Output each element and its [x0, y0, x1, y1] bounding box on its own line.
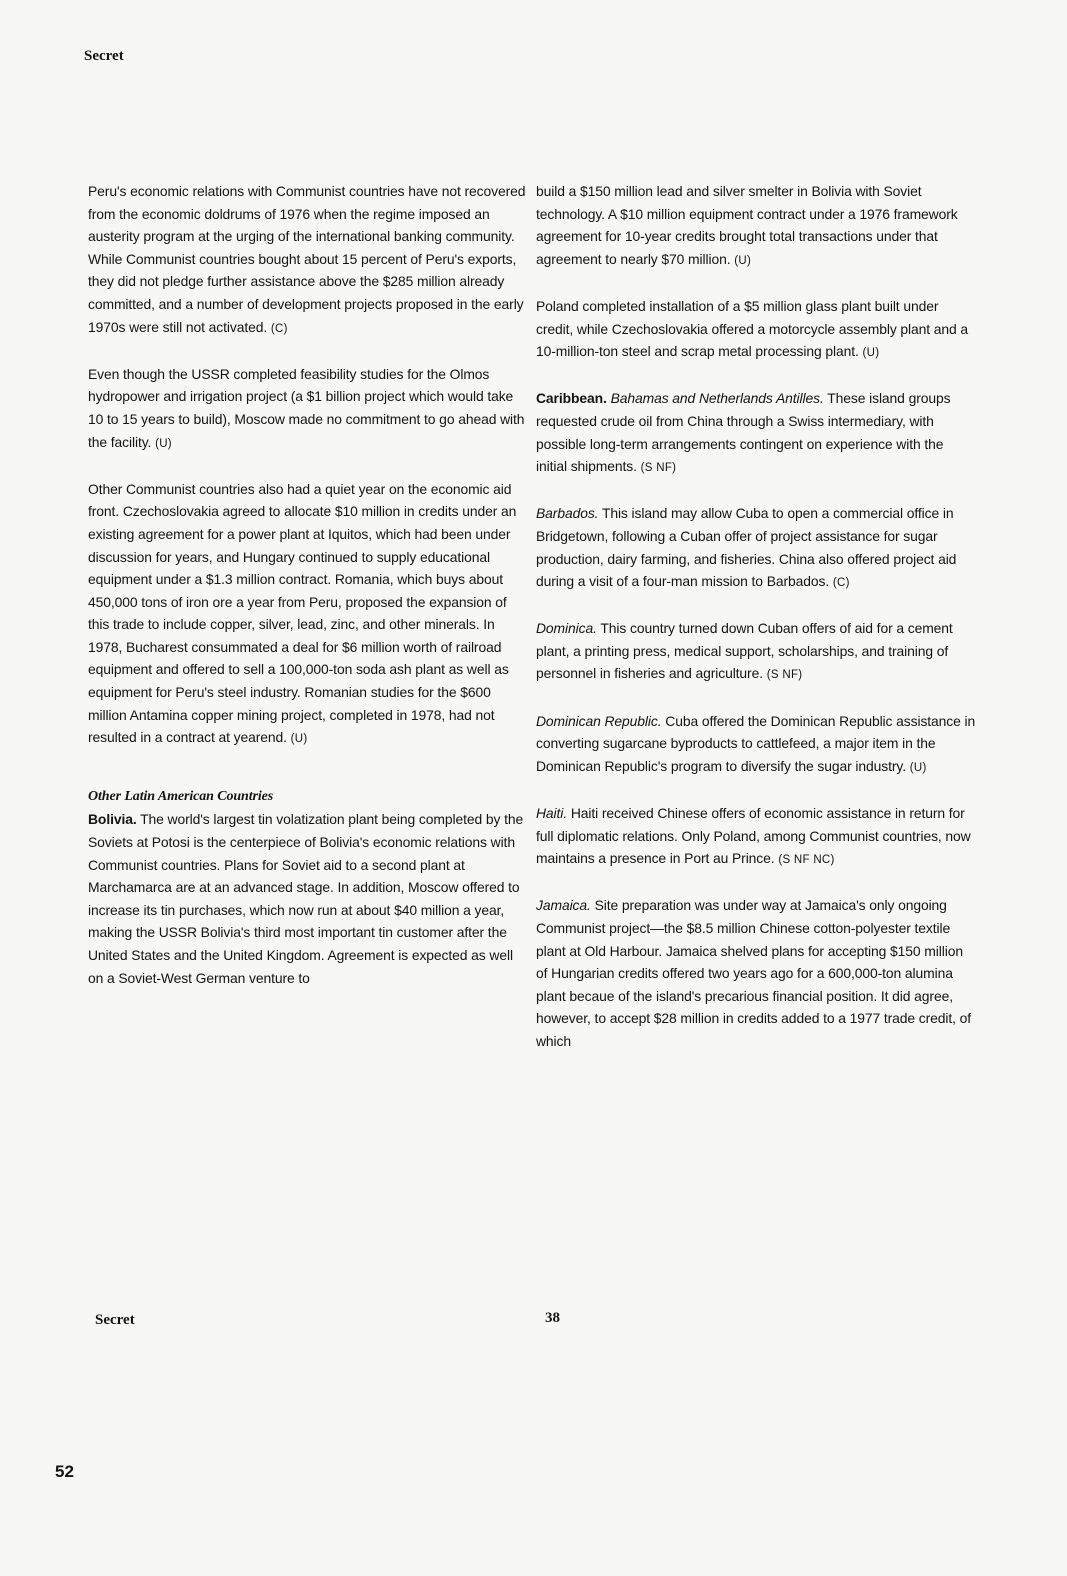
paragraph-text: Site preparation was under way at Jamaica's only ongoing Communist project—the $8.5 million Chinese cotton-polyester textile plant at Old Harbour. Jamaica shelved plans for accepting $150 million of Hungarian credits offered two years ago for a 600,000-ton alumina plant becaue of the island's precarious financial position. It did agree, however, to accept $28 million in credits added to a 1977 trade credit, of which — [536, 897, 972, 1049]
paragraph-text: Haiti received Chinese offers of economic assistance in return for full diplomatic relations. Only Poland, among Communist countries, now maintains a presence in Port au Prince. — [536, 805, 971, 867]
paragraph-peru-relations — [88, 180, 528, 340]
paragraph-text: Even though the USSR completed feasibility studies for the Olmos hydropower and irrigation project (a $1 billion project which would take 10 to 15 years to build), Moscow made no commitment to go ahead with the facility. — [88, 365, 525, 450]
paragraph-text: Poland completed installation of a $5 million glass plant built under credit, while Czechoslovakia offered a motorcycle assembly plant and a 10-million-ton steel and scrap metal processing plant. — [536, 297, 969, 360]
paragraph-text: These island groups requested crude oil from China through a Swiss intermediary, with possible long-term arrangements contingent on experience with the initial shipments. — [536, 390, 951, 475]
left-column — [88, 180, 528, 989]
paragraph-text: Peru's economic relations with Communist countries have not recovered from the economic doldrums of 1976 when the regime imposed an austerity program at the urging of the international banking community. While Communist countries bought about 15 percent of Peru's exports, they did not pledge further assistance above the $285 million already committed, and a number of development projects proposed in the early 1970s were still not activated. — [88, 183, 526, 335]
country-lead: Dominican Republic. — [536, 712, 662, 729]
country-lead: Bahamas and Netherlands Antilles. — [610, 390, 824, 407]
paragraph-text: Other Communist countries also had a quiet year on the economic aid front. Czechoslovakia agreed to allocate $10 million in credits under an existing agreement for a power plant at Iquitos, which had been under discussion for years, and Hungary continued to supply educational equipment under a $1.3 million contract. Romania, which buys about 450,000 tons of iron ore a year from Peru, proposed the expansion of this trade to include copper, silver, lead, zinc, and other minerals. In 1978, Bucharest consummated a deal for $6 million worth of railroad equipment and offered to sell a 100,000-ton soda ash plant as well as equipment for Peru's steel industry. Romanian studies for the $600 million Antamina copper mining project, completed in 1978, had not resulted in a contract at yearend. — [88, 480, 517, 746]
classification-marking-bottom: Secret — [95, 1312, 135, 1328]
country-lead: Dominica. — [536, 620, 597, 637]
classification-mark: (U) — [734, 254, 752, 267]
country-lead: Bolivia. — [88, 811, 137, 828]
paragraph-poland-czech — [536, 295, 976, 365]
classification-mark: (U) — [155, 437, 172, 450]
classification-mark: (C) — [270, 322, 288, 335]
paragraph-text: build a $150 million lead and silver smelter in Bolivia with Soviet technology. A $10 million equipment contract under a 1976 framework agreement for 10-year credits brought total transactions under that agreement to nearly $70 million. — [536, 183, 958, 267]
paragraph-other-communist — [88, 478, 528, 751]
paragraph-text: The world's largest tin volatization plant being completed by the Soviets at Potosi is the centerpiece of Bolivia's economic relations with Communist countries. Plans for Soviet aid to a second plant at Marchamarca are at an advanced stage. In addition, Moscow offered to increase its tin purchases, which now run at about $40 million a year, making the USSR Bolivia's third most important tin customer after the United States and the United Kingdom. Agreement is expected as well on a Soviet-West German venture to — [88, 811, 524, 986]
classification-mark: (S NF NC) — [778, 854, 835, 867]
paragraph-text: This country turned down Cuban offers of aid for a cement plant, a printing press, medical support, scholarships, and training of personnel in fisheries and agriculture. — [536, 620, 953, 682]
classification-marking-top: Secret — [84, 48, 124, 64]
paragraph-bolivia — [88, 808, 528, 989]
classification-mark: (U) — [290, 733, 308, 746]
paragraph-barbados — [536, 502, 976, 594]
classification-mark: (U) — [862, 347, 880, 360]
classification-mark: (U) — [909, 761, 927, 774]
paragraph-olmos-project — [88, 363, 528, 455]
paragraph-text: Cuba offered the Dominican Republic assistance in converting sugarcane byproducts to cattlefeed, a major item in the Dominican Republic's program to diversify the sugar industry. — [536, 712, 976, 774]
page-number: 38 — [545, 1310, 560, 1326]
section-heading: Other Latin American Countries — [88, 788, 274, 804]
classification-mark: (S NF) — [640, 462, 677, 475]
paragraph-bolivia-continued — [536, 180, 976, 272]
paragraph-jamaica — [536, 894, 976, 1052]
paragraph-caribbean — [536, 387, 976, 479]
paragraph-dominican-republic — [536, 710, 976, 780]
paragraph-haiti — [536, 802, 976, 872]
classification-mark: (C) — [832, 577, 850, 590]
paragraph-dominica — [536, 617, 976, 687]
country-lead: Haiti. — [536, 805, 568, 822]
classification-mark: (S NF) — [766, 669, 803, 682]
region-lead: Caribbean. — [536, 390, 607, 407]
country-lead: Jamaica. — [536, 897, 591, 914]
right-column — [536, 180, 976, 1053]
country-lead: Barbados. — [536, 505, 599, 522]
paragraph-text: This island may allow Cuba to open a commercial office in Bridgetown, following a Cuban offer of project assistance for sugar production, dairy farming, and fisheries. China also offered project aid during a visit of a four-man mission to Barbados. — [536, 505, 957, 590]
document-number: 52 — [55, 1462, 74, 1481]
